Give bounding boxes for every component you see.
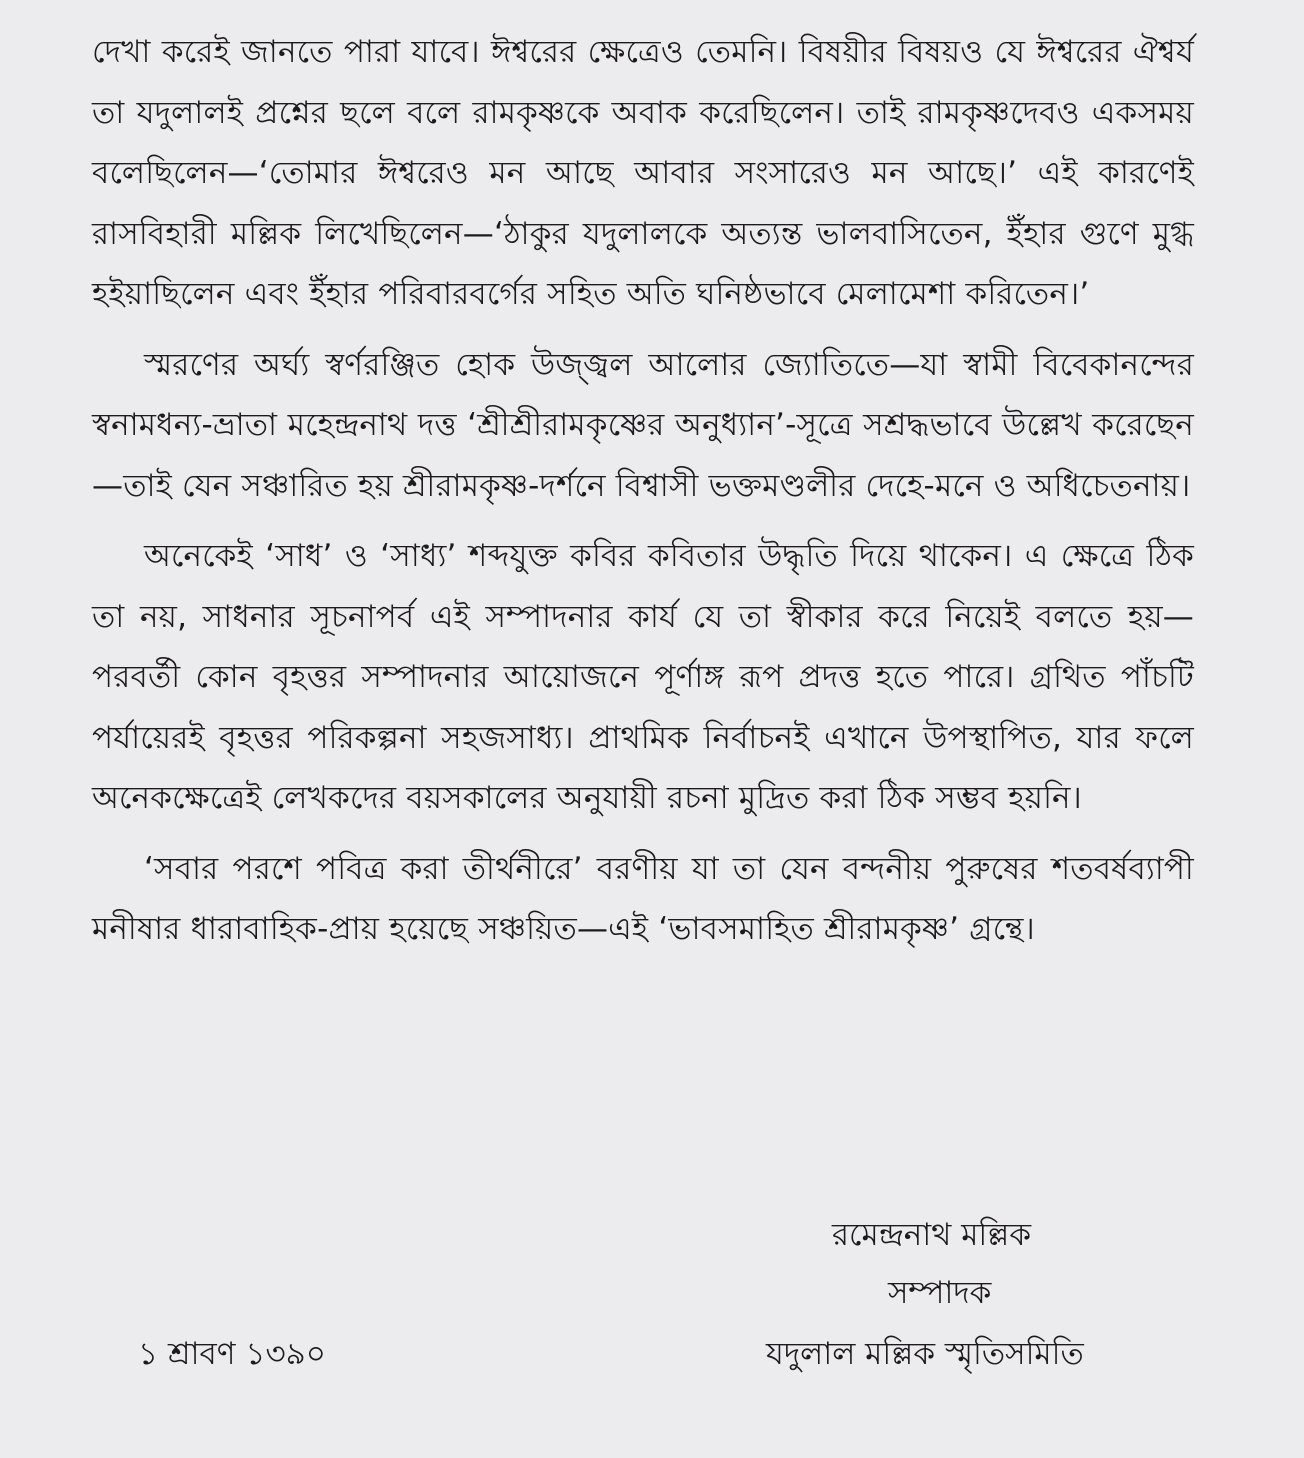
paragraph-1: দেখা করেই জানতে পারা যাবে। ঈশ্বরের ক্ষেত্রেও তেমনি। বিষয়ীর বিষয়ও যে ঈশ্বরের ঐশ্বর্য তা যদুলালই প্রশ্নের ছলে বলে রামকৃষ্ণকে অবাক করেছিলেন। তাই রামকৃষ্ণদেবও একসময় বলেছিলেন—‘তোমার ঈশ্বরেও মন আছে আবার সংসারেও মন আছে।’ এই কারণেই রাসবিহারী মল্লিক লিখেছিলেন—‘ঠাকুর যদুলালকে অত্যন্ত ভালবাসিতেন, ইঁহার গুণে মুগ্ধ হইয়াছিলেন এবং ইঁহার পরিবারবর্গের সহিত অতি ঘনিষ্ঠভাবে মেলামেশা করিতেন।’ [92,34,1194,312]
paragraph-4: ‘সবার পরশে পবিত্র করা তীর্থনীরে’ বরণীয় যা তা যেন বন্দনীয় পুরুষের শতবর্ষব্যাপী মনীষার ধারাবাহিক-প্রায় হয়েছে সঞ্চয়িত—এই ‘ভাবসমাহিত শ্রীরামকৃষ্ণ’ গ্রন্থে। [92,850,1194,947]
signature-organization: যদুলাল মল্লিক স্মৃতিসমিতি [766,1336,1084,1372]
paragraph-2: স্মরণের অর্ঘ্য স্বর্ণরঞ্জিত হোক উজ্জ্বল আলোর জ্যোতিতে—যা স্বামী বিবেকানন্দের স্বনামধন্য-ভ্রাতা মহেন্দ্রনাথ দত্ত ‘শ্রীশ্রীরামকৃষ্ণের অনুধ্যান’-সূত্রে সশ্রদ্ধভাবে উল্লেখ করেছেন—তাই যেন সঞ্চারিত হয় শ্রীরামকৃষ্ণ-দর্শনে বিশ্বাসী ভক্তমণ্ডলীর দেহে-মনে ও অধিচেতনায়। [92,346,1194,504]
paragraph-gap [92,325,1194,335]
document-date: ১ শ্রাবণ ১৩৯০ [138,1336,326,1372]
signature-role: সম্পাদক [888,1275,992,1311]
paragraph-3: অনেকেই ‘সাধ’ ও ‘সাধ্য’ শব্দযুক্ত কবির কবিতার উদ্ধৃতি দিয়ে থাকেন। এ ক্ষেত্রে ঠিক তা নয়, সাধনার সূচনাপর্ব এই সম্পাদনার কার্য যে তা স্বীকার করে নিয়েই বলতে হয়—পরবর্তী কোন বৃহত্তর সম্পাদনার আয়োজনে পূর্ণাঙ্গ রূপ প্রদত্ত হতে পারে। গ্রথিত পাঁচটি পর্যায়েরই বৃহত্তর পরিকল্পনা সহজসাধ্য। প্রাথমিক নির্বাচনই এখানে উপস্থাপিত, যার ফলে অনেকক্ষেত্রেই লেখকদের বয়সকালের অনুযায়ী রচনা মুদ্রিত করা ঠিক সম্ভব হয়নি। [92,538,1194,816]
paragraph-gap [92,829,1194,839]
paragraph-gap [92,516,1194,526]
document-page [92,22,1194,960]
signature-name: রমেন্দ্রনাথ মল্লিক [832,1217,1032,1253]
